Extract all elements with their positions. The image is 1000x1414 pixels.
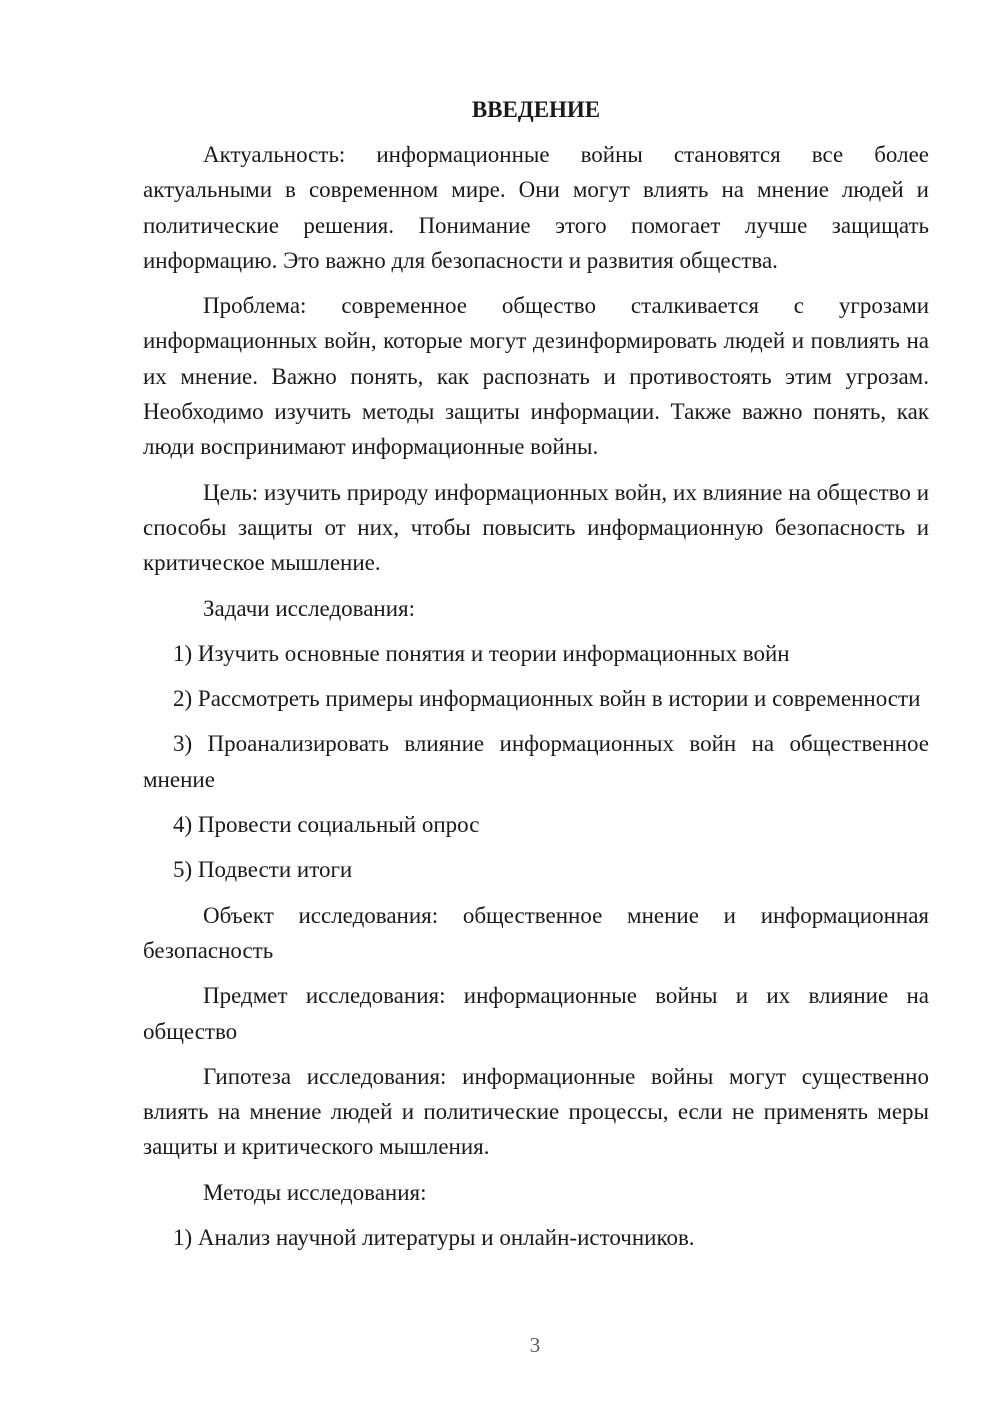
methods-heading: Методы исследования: xyxy=(203,1179,427,1205)
problem-paragraph: Проблема: современное общество сталкивается с угрозами информационных войн, которые могут дезинформировать людей и повлиять на их мнение. Важно понять, как распознать и противостоять этим угрозам. Необходимо изучить методы защиты информации. Также важно понять, как люди воспринимают информационные войны. xyxy=(143,293,929,460)
task-item: 4) Провести социальный опрос xyxy=(173,812,480,838)
page-title: ВВЕДЕНИЕ xyxy=(471,97,601,122)
hypothesis-paragraph: Гипотеза исследования: информационные войны могут существенно влиять на мнение людей и политические процессы, если не применять меры защиты и критического мышления. xyxy=(143,1063,929,1160)
task-item: 2) Рассмотреть примеры информационных войн в истории и современности xyxy=(173,686,921,712)
object-paragraph: Объект исследования: общественное мнение и информационная безопасность xyxy=(143,902,929,963)
method-item: 1) Анализ научной литературы и онлайн-источников. xyxy=(173,1225,695,1251)
page-number: 3 xyxy=(529,1333,541,1357)
document-page xyxy=(143,92,929,1265)
subject-paragraph: Предмет исследования: информационные войны и их влияние на общество xyxy=(143,983,929,1044)
relevance-paragraph: Актуальность: информационные войны становятся все более актуальными в современном мире. Они могут влиять на мнение людей и политические решения. Понимание этого помогает лучше защищать информацию. Это важно для безопасности и развития общества. xyxy=(143,142,929,273)
task-item: 1) Изучить основные понятия и теории информационных войн xyxy=(173,640,790,666)
goal-paragraph: Цель: изучить природу информационных войн, их влияние на общество и способы защиты от них, чтобы повысить информационную безопасность и критическое мышление. xyxy=(143,479,929,576)
task-item: 5) Подвести итоги xyxy=(173,857,353,883)
tasks-heading: Задачи исследования: xyxy=(203,595,416,621)
task-item: 3) Проанализировать влияние информационных войн на общественное мнение xyxy=(143,731,929,792)
